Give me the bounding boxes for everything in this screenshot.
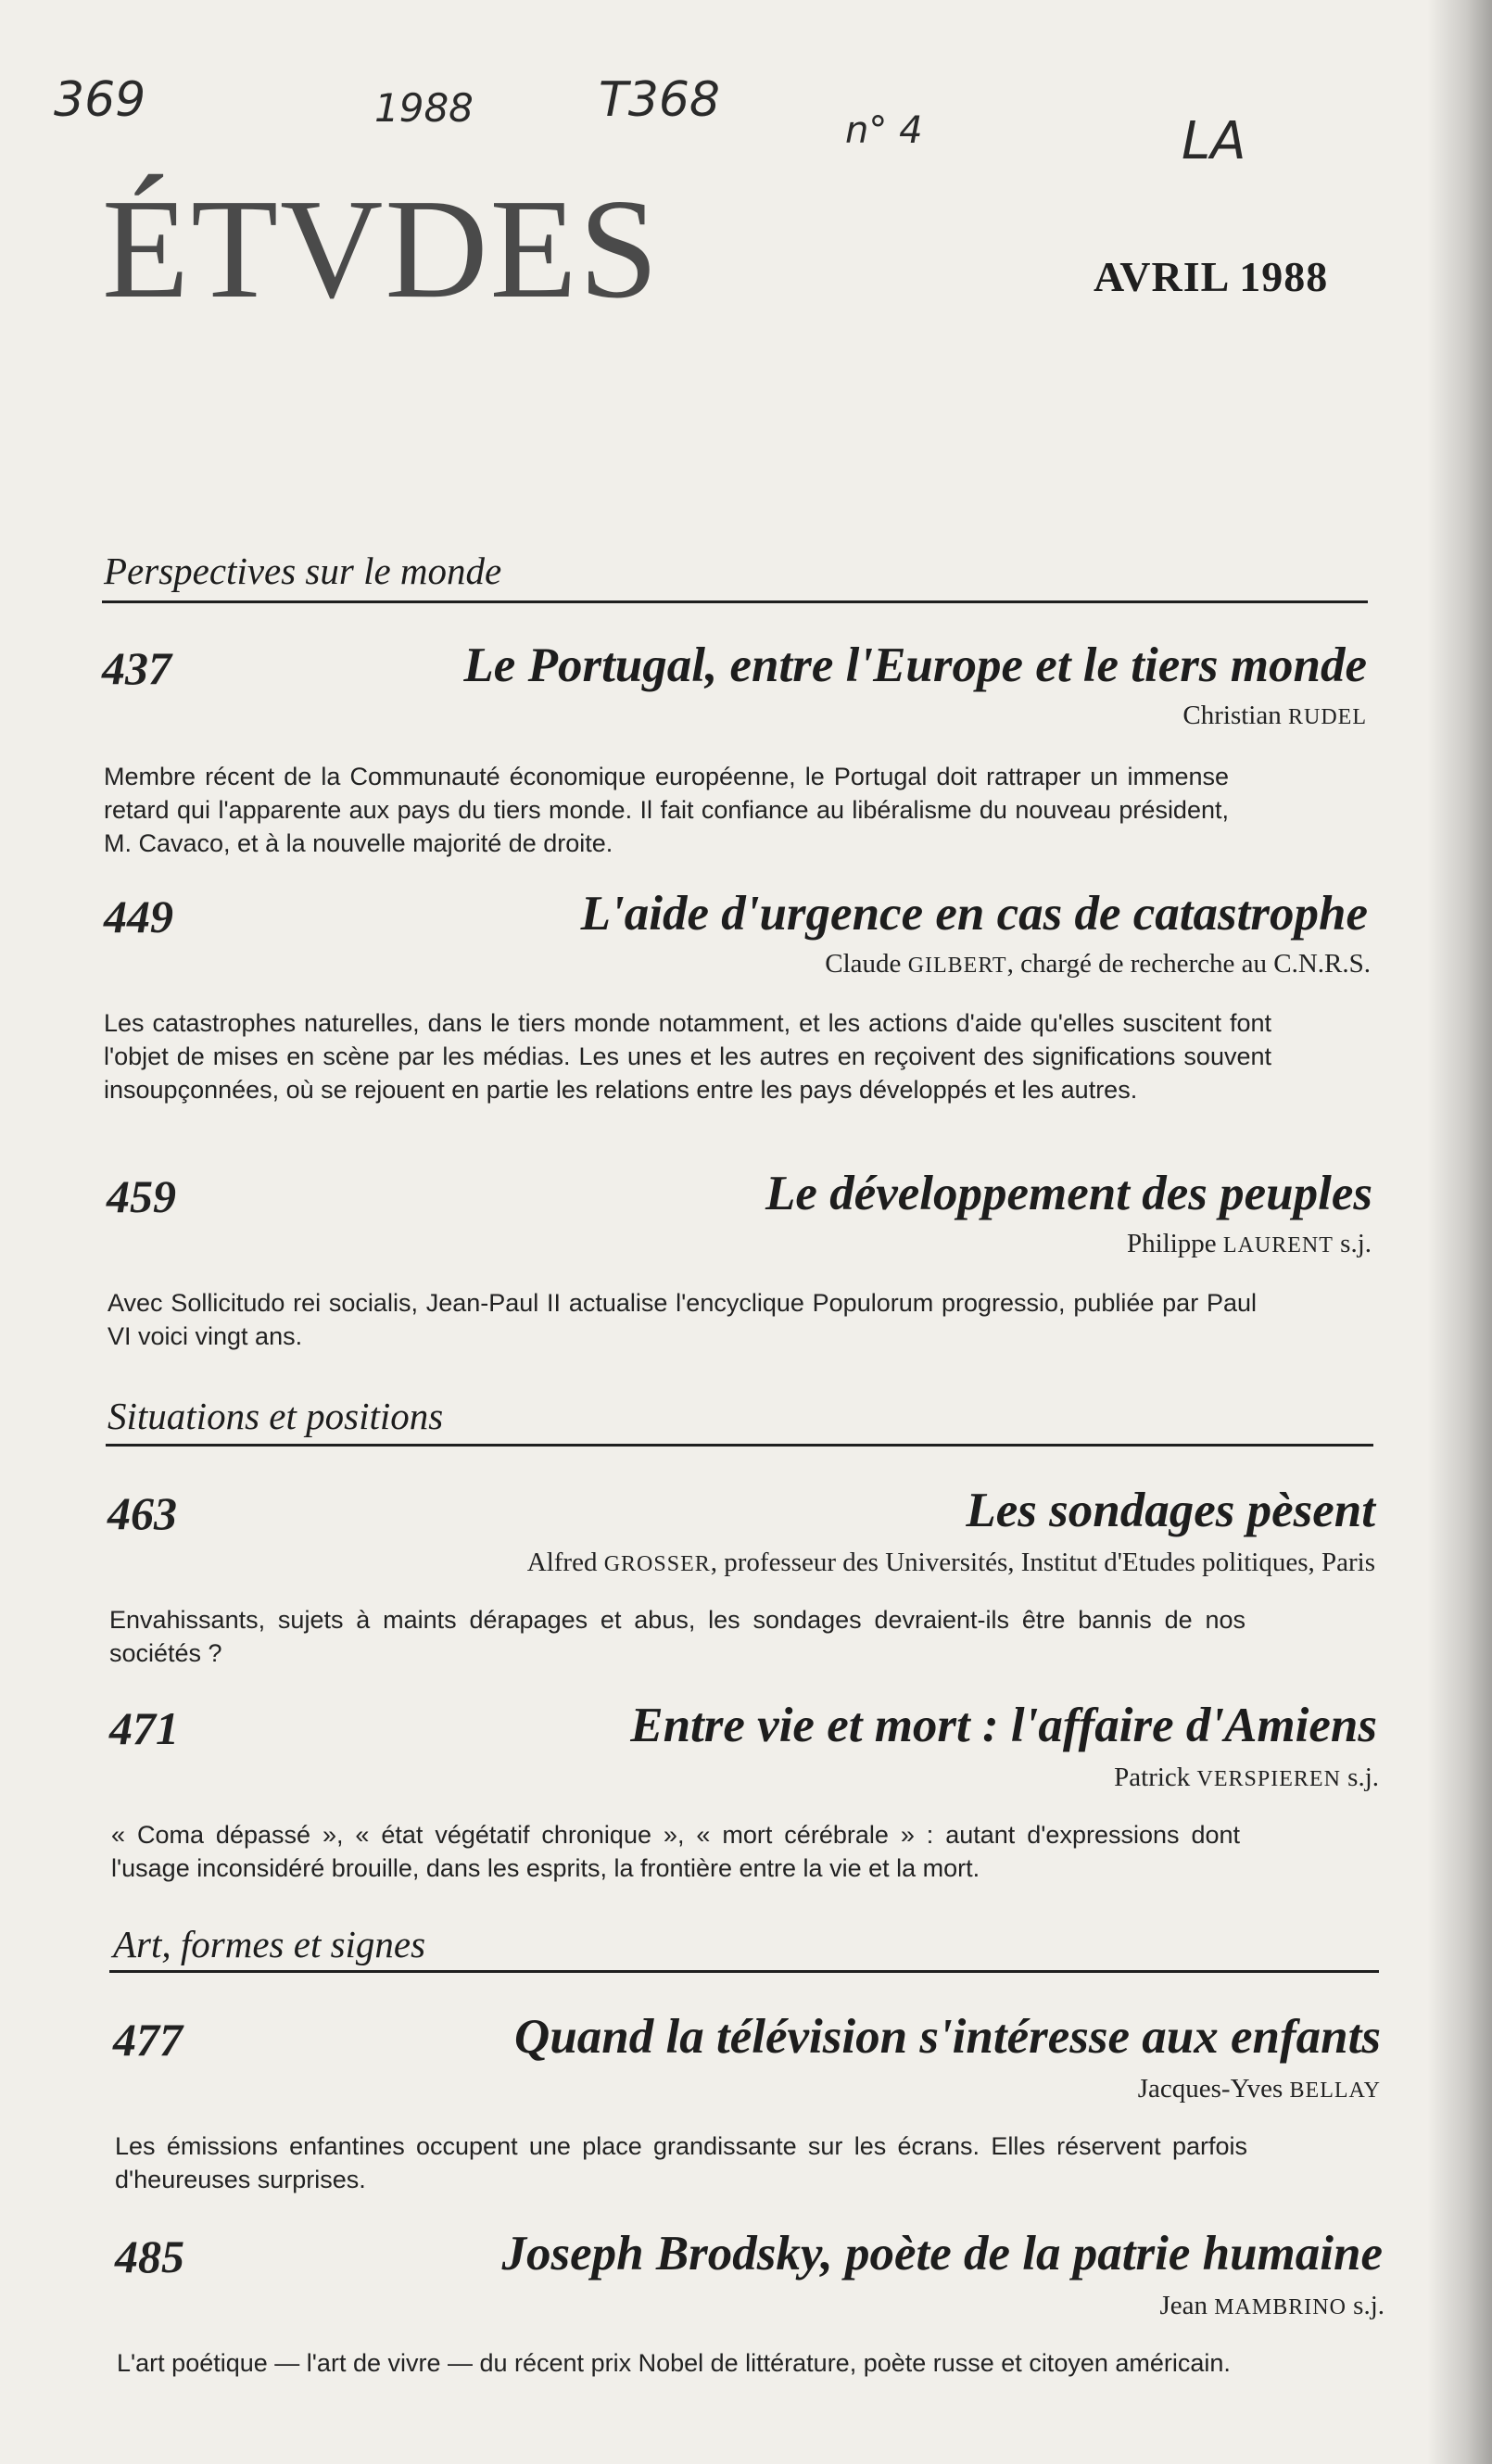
author-first-name: Jacques-Yves <box>1137 2074 1283 2104</box>
handwritten-note: LA <box>1182 111 1246 171</box>
article-author <box>1114 1763 1379 1793</box>
author-last-name: MAMBRINO <box>1214 2295 1347 2319</box>
article-summary: « Coma dépassé », « état végétatif chronique », « mort cérébrale » : autant d'expressions dont l'usage inconsidéré brouille, dans les esprits, la frontière entre la vie et la mort. <box>111 1821 1240 1882</box>
article-title: Joseph Brodsky, poète de la patrie humaine <box>501 2227 1383 2281</box>
article-summary: L'art poétique — l'art de vivre — du récent prix Nobel de littérature, poète russe et citoyen américain. <box>117 2349 1231 2377</box>
section-heading: Perspectives sur le monde <box>104 550 502 592</box>
article-summary: Avec Sollicitudo rei socialis, Jean-Paul II actualise l'encyclique Populorum progressio, publiée par Paul VI voici vingt ans. <box>107 1289 1257 1350</box>
section-heading: Art, formes et signes <box>113 1923 426 1965</box>
article-summary: Les catastrophes naturelles, dans le tiers monde notamment, et les actions d'aide qu'elles suscitent font l'objet de mises en scène par les médias. Les unes et les autres en reçoivent des significations souvent insoupçonnées, où se rejouent en partie les relations entre les pays développés et les autres. <box>104 1009 1271 1104</box>
section-heading: Situations et positions <box>107 1395 444 1437</box>
author-suffix: , chargé de recherche au C.N.R.S. <box>1006 949 1371 979</box>
author-first-name: Jean <box>1159 2291 1208 2320</box>
article-summary: Membre récent de la Communauté économique européenne, le Portugal doit rattraper un immense retard qui l'apparente aux pays du tiers monde. Il fait confiance au libéralisme du nouveau président, M. Cavaco, et à la nouvelle majorité de droite. <box>104 763 1229 857</box>
article-author <box>1182 701 1367 731</box>
author-first-name: Alfred <box>526 1548 598 1577</box>
author-last-name: VERSPIEREN <box>1196 1767 1341 1791</box>
article-author <box>527 1548 1375 1578</box>
journal-masthead: ÉTVDES <box>102 171 661 328</box>
author-first-name: Philippe <box>1127 1229 1217 1258</box>
handwritten-note: 369 <box>54 72 146 128</box>
article-title: Le Portugal, entre l'Europe et le tiers monde <box>463 638 1367 692</box>
author-suffix: s.j. <box>1333 1229 1372 1258</box>
article-page-number: 449 <box>104 891 173 942</box>
issue-date: AVRIL 1988 <box>1094 253 1329 300</box>
article-author <box>1138 2074 1381 2104</box>
article-page-number: 485 <box>115 2230 184 2282</box>
section-rule <box>109 1970 1379 1973</box>
author-first-name: Patrick <box>1114 1763 1191 1792</box>
article-page-number: 463 <box>107 1487 177 1539</box>
author-last-name: RUDEL <box>1288 705 1367 729</box>
section-rule <box>102 600 1368 603</box>
article-page-number: 477 <box>113 2014 183 2066</box>
article-author <box>825 949 1371 979</box>
handwritten-note: T368 <box>599 72 721 128</box>
section-rule <box>106 1444 1373 1447</box>
article-title: L'aide d'urgence en cas de catastrophe <box>580 887 1368 941</box>
author-last-name: BELLAY <box>1289 2079 1381 2103</box>
author-first-name: Claude <box>825 949 902 979</box>
author-last-name: GILBERT <box>907 954 1007 978</box>
author-last-name: LAURENT <box>1222 1233 1334 1257</box>
article-page-number: 437 <box>102 642 171 694</box>
author-last-name: GROSSER <box>603 1552 711 1576</box>
article-author <box>1159 2291 1385 2321</box>
author-first-name: Christian <box>1182 701 1282 730</box>
article-page-number: 471 <box>109 1702 179 1754</box>
article-title: Quand la télévision s'intéresse aux enfants <box>514 2010 1381 2064</box>
article-title: Le développement des peuples <box>765 1167 1372 1220</box>
article-summary: Les émissions enfantines occupent une place grandissante sur les écrans. Elles réservent parfois d'heureuses surprises. <box>115 2132 1247 2193</box>
article-summary: Envahissants, sujets à maints dérapages et abus, les sondages devraient-ils être bannis de nos sociétés ? <box>109 1606 1245 1667</box>
handwritten-note: n° 4 <box>845 109 923 152</box>
article-title: Les sondages pèsent <box>966 1484 1375 1537</box>
author-suffix: , professeur des Universités, Institut d'Etudes politiques, Paris <box>710 1548 1375 1577</box>
article-author <box>1127 1229 1372 1259</box>
handwritten-note: 1988 <box>374 85 474 131</box>
author-suffix: s.j. <box>1340 1763 1379 1792</box>
author-suffix: s.j. <box>1346 2291 1385 2320</box>
article-title: Entre vie et mort : l'affaire d'Amiens <box>630 1699 1377 1752</box>
article-page-number: 459 <box>107 1170 176 1222</box>
page-edge-shadow <box>1427 0 1492 2464</box>
